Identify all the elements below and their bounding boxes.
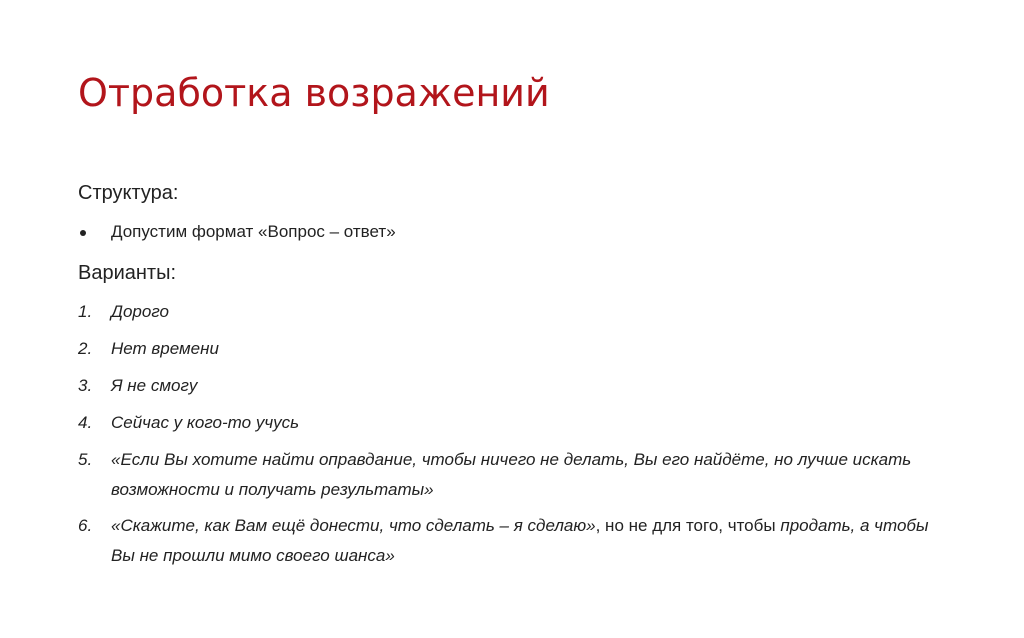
structure-bullet-text: Допустим формат «Вопрос – ответ»	[111, 222, 396, 241]
variant-item-3	[78, 371, 958, 401]
variant-item-5	[78, 445, 958, 505]
variant-item-2	[78, 334, 958, 364]
structure-bullet-item	[78, 220, 938, 244]
variant-item-4	[78, 408, 958, 438]
variant-text: Я не смогу	[111, 376, 198, 395]
variant-text: «Если Вы хотите найти оправдание, чтобы ничего не делать, Вы его найдёте, но лучше искать возможности и получать результаты»	[111, 450, 912, 499]
variant-number: 2.	[78, 339, 93, 358]
variant-text	[111, 511, 951, 571]
variant-item-1	[78, 297, 958, 327]
structure-heading: Структура:	[78, 182, 179, 204]
variant-text-tail: продать, а чтобы Вы не прошли мимо своего шанса»	[111, 516, 929, 565]
variant-number: 5.	[78, 450, 93, 469]
variant-text: Нет времени	[111, 339, 219, 358]
variant-number: 1.	[78, 302, 93, 321]
variant-number: 3.	[78, 376, 93, 395]
variant-item-6	[78, 511, 958, 571]
variant-number: 4.	[78, 413, 93, 432]
variant-text: Дорого	[111, 302, 169, 321]
slide-title: Отработка возражений	[78, 71, 550, 115]
variant-text-plain: , но не для того, чтобы	[595, 516, 776, 535]
bullet-dot-icon	[80, 230, 86, 236]
variant-text-quote: «Скажите, как Вам ещё донести, что сделать – я сделаю»	[111, 516, 596, 535]
variant-text: Сейчас у кого-то учусь	[111, 413, 300, 432]
variant-number: 6.	[78, 516, 93, 535]
variants-heading: Варианты:	[78, 262, 177, 284]
